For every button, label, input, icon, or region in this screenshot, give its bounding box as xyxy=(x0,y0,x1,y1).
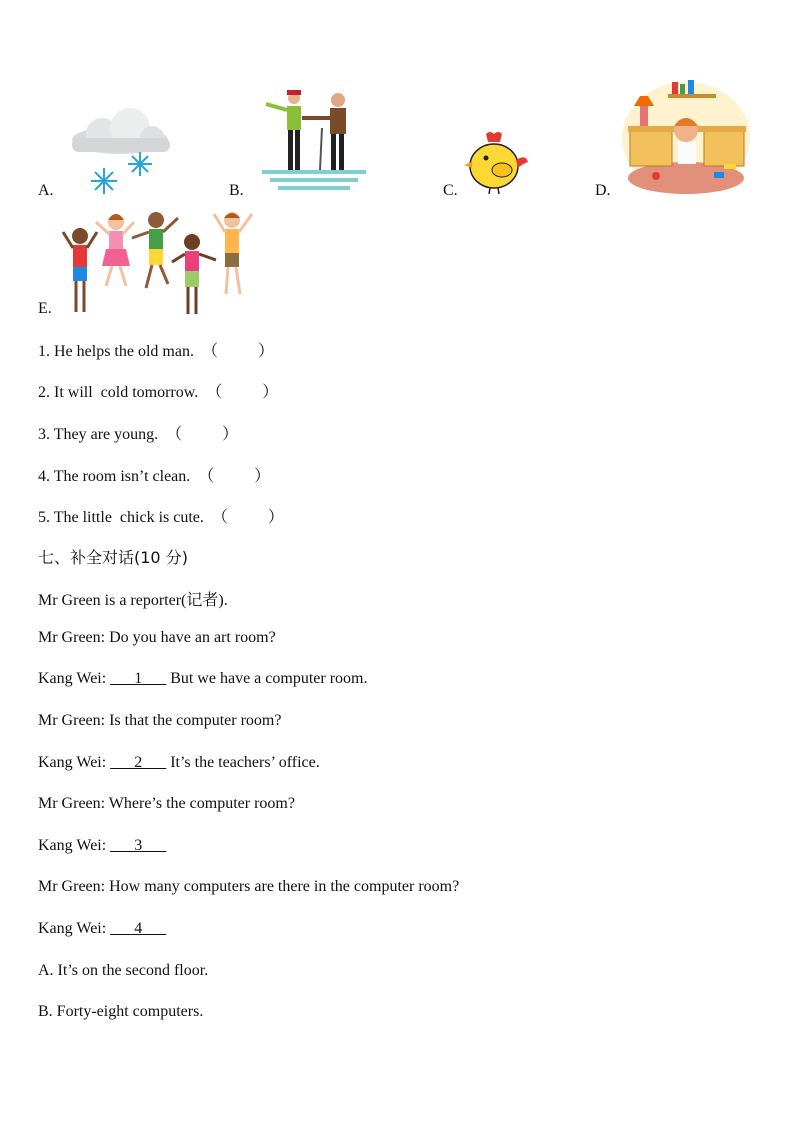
blank-2[interactable]: ___2___ xyxy=(110,754,167,771)
dialogue-line: Mr Green: How many computers are there in the computer room? xyxy=(38,878,460,895)
answer-option-a: A. It’s on the second floor. xyxy=(38,962,209,979)
dialogue-line: Kang Wei: ___2___ It’s the teachers’ office. xyxy=(38,754,320,771)
question-5: 5. The little chick is cute. （ ） xyxy=(38,509,284,526)
blank-4[interactable]: ___4___ xyxy=(110,920,167,937)
blank-3[interactable]: ___3___ xyxy=(110,837,167,854)
dialogue-line: Mr Green: Where’s the computer room? xyxy=(38,795,295,812)
option-c-label: C. xyxy=(443,182,458,199)
snow-cloud-icon xyxy=(64,106,176,196)
dialogue-line: Mr Green: Is that the computer room? xyxy=(38,712,282,729)
dialogue-line: Mr Green: Do you have an art room? xyxy=(38,629,276,646)
answer-paren-5[interactable]: （ ） xyxy=(211,509,284,526)
answer-paren-4[interactable]: （ ） xyxy=(198,468,271,485)
chick-icon xyxy=(464,130,530,196)
option-a-label: A. xyxy=(38,182,54,199)
dialogue-line: Kang Wei: ___3___ xyxy=(38,837,167,854)
blank-1[interactable]: ___1___ xyxy=(110,670,167,687)
question-3: 3. They are young. （ ） xyxy=(38,426,239,443)
question-4: 4. The room isn’t clean. （ ） xyxy=(38,468,271,485)
messy-room-icon xyxy=(620,72,752,196)
section-7-intro: Mr Green is a reporter(记者). xyxy=(38,592,228,609)
answer-option-b: B. Forty-eight computers. xyxy=(38,1003,204,1020)
option-b-label: B. xyxy=(229,182,244,199)
question-2: 2. It will cold tomorrow. （ ） xyxy=(38,384,279,401)
answer-paren-3[interactable]: （ ） xyxy=(166,426,239,443)
answer-paren-1[interactable]: （ ） xyxy=(201,343,274,360)
happy-children-icon xyxy=(60,208,256,318)
answer-paren-2[interactable]: （ ） xyxy=(206,384,279,401)
option-e-label: E. xyxy=(38,300,52,317)
dialogue-line: Kang Wei: ___4___ xyxy=(38,920,167,937)
section-7-title: 七、补全对话(10 分) xyxy=(38,548,188,567)
helping-old-man-icon xyxy=(260,88,368,196)
dialogue-line: Kang Wei: ___1___ But we have a computer room. xyxy=(38,670,368,687)
option-d-label: D. xyxy=(595,182,611,199)
question-1: 1. He helps the old man. （ ） xyxy=(38,343,274,360)
